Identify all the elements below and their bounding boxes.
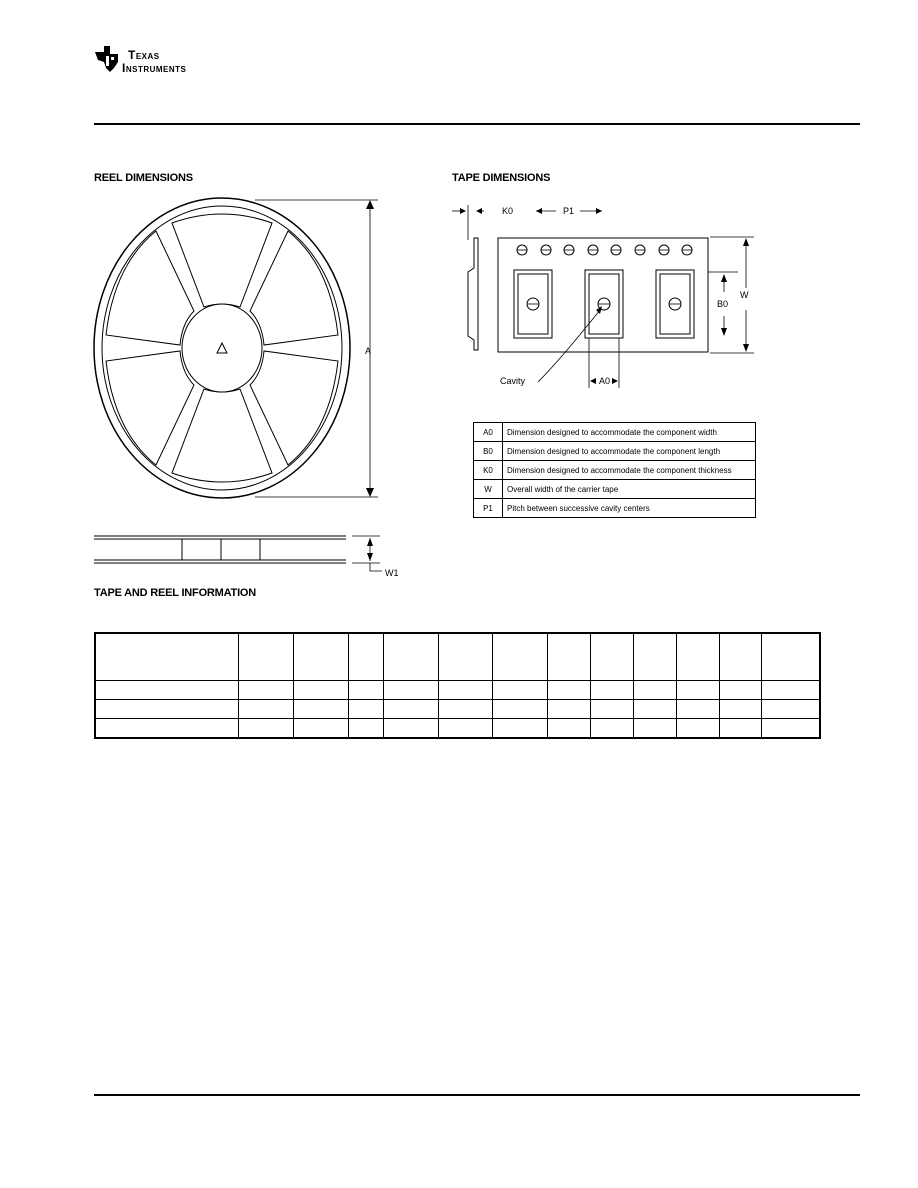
table-cell xyxy=(633,681,676,700)
tape-diagram xyxy=(450,200,760,395)
legend-key: B0 xyxy=(474,442,503,461)
table-row xyxy=(95,700,820,719)
ti-logo xyxy=(92,42,232,78)
tape-label-cavity: Cavity xyxy=(500,376,526,386)
legend-desc: Dimension designed to accommodate the component thickness xyxy=(503,461,756,480)
table-cell xyxy=(239,681,294,700)
table-cell xyxy=(548,719,591,739)
table-cell xyxy=(239,719,294,739)
table-cell xyxy=(438,681,493,700)
table-cell xyxy=(438,633,493,681)
table-cell xyxy=(761,633,820,681)
table-cell xyxy=(548,633,591,681)
tape-dimensions-title: TAPE DIMENSIONS xyxy=(452,172,551,184)
table-cell xyxy=(676,633,719,681)
tape-label-b0: B0 xyxy=(717,299,729,309)
table-cell xyxy=(633,719,676,739)
table-cell xyxy=(293,633,348,681)
table-cell xyxy=(719,719,761,739)
legend-desc: Dimension designed to accommodate the component width xyxy=(503,423,756,442)
table-cell xyxy=(719,700,761,719)
legend-key: P1 xyxy=(474,499,503,518)
table-cell xyxy=(438,700,493,719)
reel-label-w1: W1 xyxy=(385,568,399,578)
legend-key: A0 xyxy=(474,423,503,442)
reel-dimensions-title: REEL DIMENSIONS xyxy=(94,172,193,184)
table-cell xyxy=(383,681,438,700)
table-cell xyxy=(95,700,239,719)
legend-key: K0 xyxy=(474,461,503,480)
legend-row xyxy=(474,442,756,461)
legend-desc: Overall width of the carrier tape xyxy=(503,480,756,499)
tape-legend-table xyxy=(473,422,756,518)
legend-row xyxy=(474,480,756,499)
table-cell xyxy=(761,719,820,739)
legend-row xyxy=(474,499,756,518)
table-header-row xyxy=(95,633,820,681)
table-cell xyxy=(676,681,719,700)
tape-label-w: W xyxy=(740,290,749,300)
table-cell xyxy=(383,633,438,681)
table-cell xyxy=(633,633,676,681)
legend-desc: Pitch between successive cavity centers xyxy=(503,499,756,518)
table-cell xyxy=(633,700,676,719)
table-cell xyxy=(493,681,548,700)
footer-rule xyxy=(94,1094,860,1096)
table-cell xyxy=(348,633,383,681)
table-cell xyxy=(348,719,383,739)
table-cell xyxy=(383,719,438,739)
legend-row xyxy=(474,423,756,442)
table-cell xyxy=(95,681,239,700)
table-cell xyxy=(591,633,634,681)
legend-desc: Dimension designed to accommodate the component length xyxy=(503,442,756,461)
table-cell xyxy=(95,719,239,739)
table-cell xyxy=(383,700,438,719)
legend-key: W xyxy=(474,480,503,499)
table-cell xyxy=(761,681,820,700)
table-cell xyxy=(548,700,591,719)
reel-diagram xyxy=(90,195,410,585)
table-cell xyxy=(293,681,348,700)
table-cell xyxy=(591,700,634,719)
table-row xyxy=(95,719,820,739)
table-cell xyxy=(493,700,548,719)
logo-line1: Texas xyxy=(128,48,160,62)
table-cell xyxy=(761,700,820,719)
table-cell xyxy=(591,681,634,700)
table-cell xyxy=(719,633,761,681)
table-cell xyxy=(293,700,348,719)
tape-reel-info-table xyxy=(94,632,821,739)
table-cell xyxy=(493,633,548,681)
table-cell xyxy=(348,700,383,719)
legend-row xyxy=(474,461,756,480)
table-cell xyxy=(239,700,294,719)
tape-label-k0: K0 xyxy=(502,206,514,216)
table-cell xyxy=(348,681,383,700)
table-cell xyxy=(719,681,761,700)
logo-line2: Instruments xyxy=(122,61,187,75)
ti-logo-icon xyxy=(92,42,126,76)
table-cell xyxy=(293,719,348,739)
tape-label-p1: P1 xyxy=(563,206,575,216)
table-cell xyxy=(676,700,719,719)
reel-label-a: A xyxy=(365,346,372,356)
table-cell xyxy=(95,633,239,681)
table-cell xyxy=(548,681,591,700)
header-rule xyxy=(94,123,860,125)
table-cell xyxy=(239,633,294,681)
table-cell xyxy=(438,719,493,739)
table-cell xyxy=(676,719,719,739)
table-cell xyxy=(493,719,548,739)
table-row xyxy=(95,681,820,700)
table-cell xyxy=(591,719,634,739)
tape-label-a0: A0 xyxy=(599,376,611,386)
tape-reel-info-title: TAPE AND REEL INFORMATION xyxy=(94,587,257,599)
